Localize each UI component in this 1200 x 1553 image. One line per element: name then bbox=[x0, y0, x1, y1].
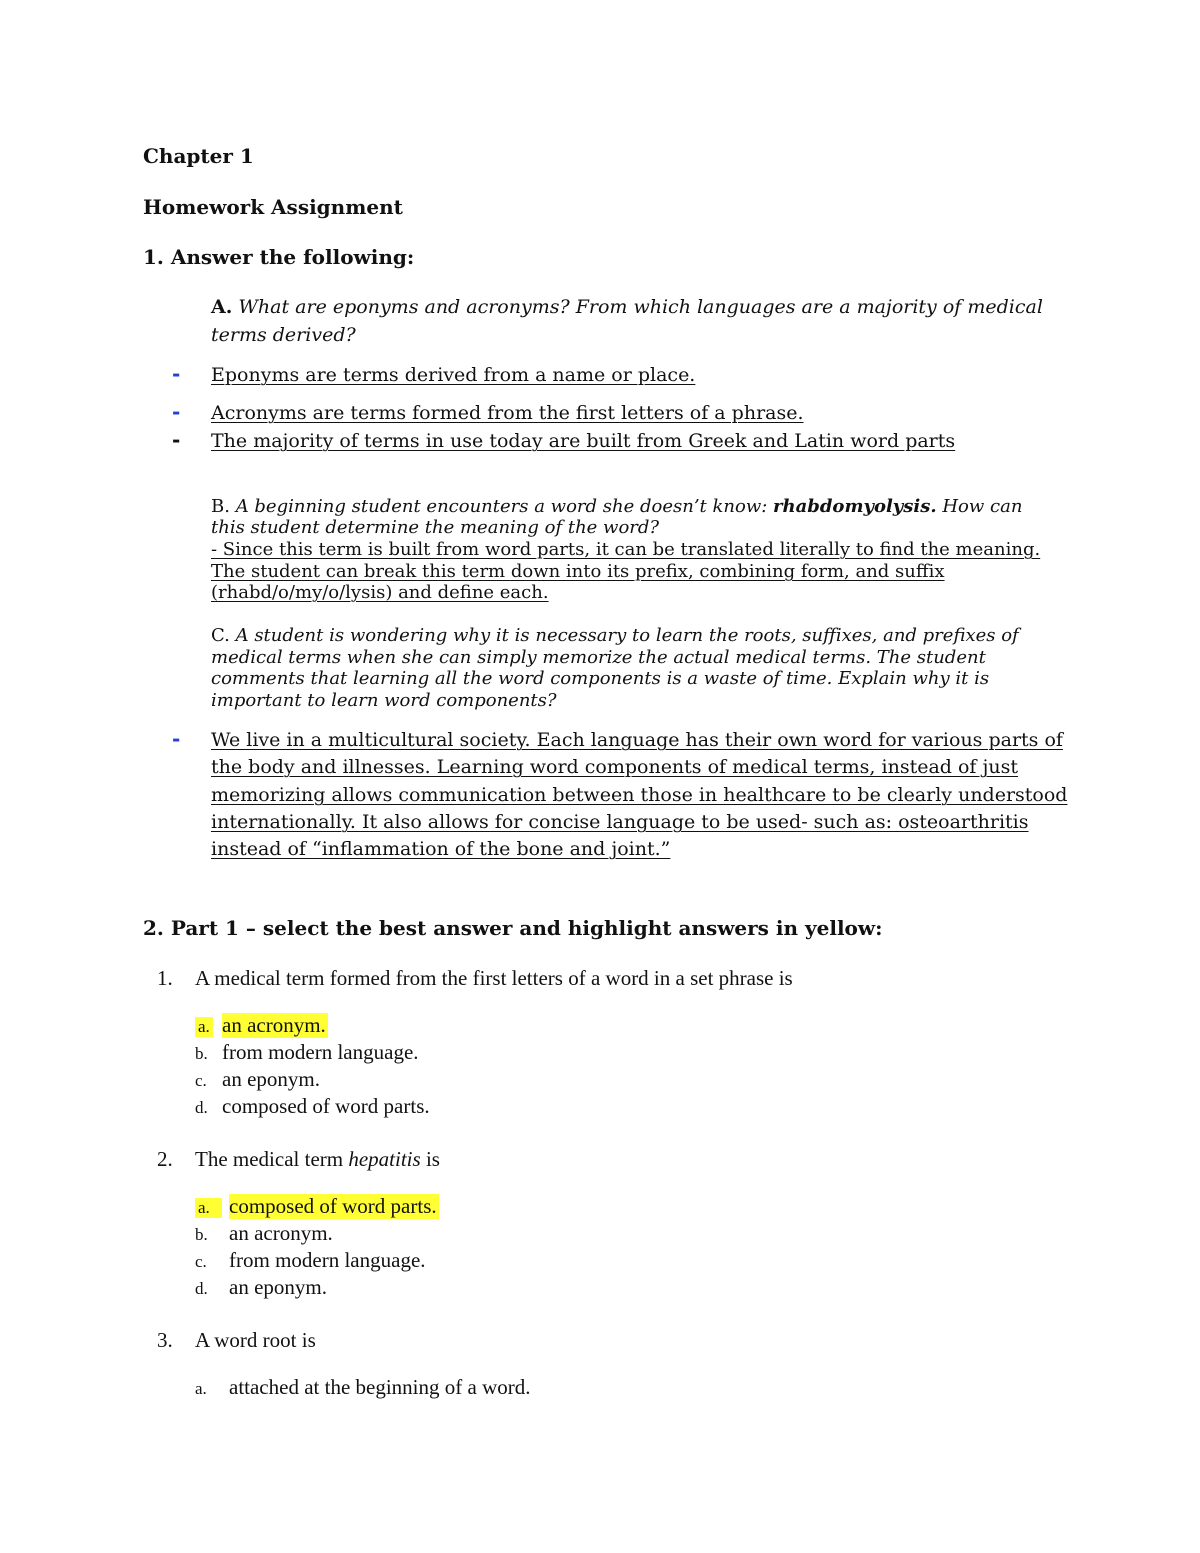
question-stem: A medical term formed from the first letters of a word in a set phrase is bbox=[195, 966, 793, 990]
bullet-dash-icon: - bbox=[172, 428, 181, 452]
answer-c-line: internationally. It also allows for concise language to be used- such as: osteoarthritis bbox=[211, 811, 1029, 833]
answer-a-acronyms: Acronyms are terms formed from the first letters of a phrase. bbox=[211, 402, 804, 424]
answer-c-line: instead of “inflammation of the bone and joint.” bbox=[211, 838, 671, 860]
option-text: composed of word parts. bbox=[222, 1094, 430, 1118]
answer-b-line3: (rhabd/o/my/o/lysis) and define each. bbox=[211, 582, 549, 603]
question-number: 2. bbox=[157, 1147, 173, 1171]
option-text-highlighted: an acronym. bbox=[222, 1013, 326, 1037]
question-c-label: C. bbox=[211, 625, 230, 646]
answer-b-line2: The student can break this term down into its prefix, combining form, and suffix bbox=[211, 561, 945, 582]
question-b-text-line2: this student determine the meaning of the word? bbox=[211, 517, 660, 538]
question-stem-term: hepatitis bbox=[348, 1147, 421, 1171]
option-text: from modern language. bbox=[222, 1040, 419, 1064]
question-b-term: rhabdomyolysis. bbox=[773, 496, 937, 517]
question-a-text-line1: What are eponyms and acronyms? From which languages are a majority of medical bbox=[238, 296, 1043, 318]
question-number: 1. bbox=[157, 966, 173, 990]
question-a-text-line2: terms derived? bbox=[211, 324, 356, 346]
answer-a-languages: The majority of terms in use today are built from Greek and Latin word parts bbox=[211, 430, 956, 452]
option-letter: a. bbox=[195, 1198, 222, 1218]
bullet-dash-icon: - bbox=[172, 727, 181, 751]
option-letter: b. bbox=[195, 1044, 208, 1063]
question-b bbox=[211, 496, 1022, 517]
question-number: 3. bbox=[157, 1328, 173, 1352]
question-stem-part1: The medical term bbox=[195, 1147, 349, 1171]
bullet-dash-icon: - bbox=[172, 362, 181, 386]
answer-c-line: memorizing allows communication between those in healthcare to be clearly understood bbox=[211, 784, 1068, 806]
option-letter: d. bbox=[195, 1279, 208, 1298]
option-letter: b. bbox=[195, 1225, 208, 1244]
option-text-highlighted: composed of word parts. bbox=[229, 1194, 437, 1218]
question-c-text-line1: A student is wondering why it is necessary to learn the roots, suffixes, and prefixes of bbox=[235, 625, 1019, 646]
section2-heading: 2. Part 1 – select the best answer and highlight answers in yellow: bbox=[143, 916, 883, 940]
question-stem bbox=[195, 1147, 440, 1172]
question-stem: A word root is bbox=[195, 1328, 316, 1352]
option-letter: c. bbox=[195, 1252, 207, 1271]
option-letter: a. bbox=[195, 1379, 207, 1398]
option-text: from modern language. bbox=[229, 1248, 426, 1272]
answer-b-line1: - Since this term is built from word parts, it can be translated literally to find the meaning. bbox=[211, 539, 1041, 560]
option-text: an acronym. bbox=[229, 1221, 333, 1245]
assignment-title: Homework Assignment bbox=[143, 195, 403, 219]
option-letter: a. bbox=[195, 1017, 213, 1037]
bullet-dash-icon: - bbox=[172, 400, 181, 424]
question-a bbox=[211, 296, 1043, 318]
option-text: attached at the beginning of a word. bbox=[229, 1375, 531, 1399]
section1-heading: 1. Answer the following: bbox=[143, 245, 415, 269]
question-c-text-line4: important to learn word components? bbox=[211, 690, 557, 711]
chapter-title: Chapter 1 bbox=[143, 144, 254, 168]
question-b-label: B. bbox=[211, 496, 230, 517]
question-b-text-part2: How can bbox=[936, 496, 1023, 517]
answer-c-line: We live in a multicultural society. Each language has their own word for various parts of bbox=[211, 729, 1063, 751]
question-stem-part2: is bbox=[420, 1147, 440, 1171]
question-a-label: A. bbox=[211, 296, 233, 318]
option-text: an eponym. bbox=[222, 1067, 320, 1091]
option-text: an eponym. bbox=[229, 1275, 327, 1299]
question-c bbox=[211, 625, 1019, 646]
option-letter: c. bbox=[195, 1071, 207, 1090]
answer-a-eponyms: Eponyms are terms derived from a name or place. bbox=[211, 364, 696, 386]
question-c-text-line2: medical terms when she can simply memorize the actual medical terms. The student bbox=[211, 647, 986, 668]
question-b-text-part1: A beginning student encounters a word she doesn’t know: bbox=[235, 496, 774, 517]
answer-c-line: the body and illnesses. Learning word components of medical terms, instead of just bbox=[211, 756, 1018, 778]
option-letter: d. bbox=[195, 1098, 208, 1117]
question-c-text-line3: comments that learning all the word components is a waste of time. Explain why it is bbox=[211, 668, 990, 689]
